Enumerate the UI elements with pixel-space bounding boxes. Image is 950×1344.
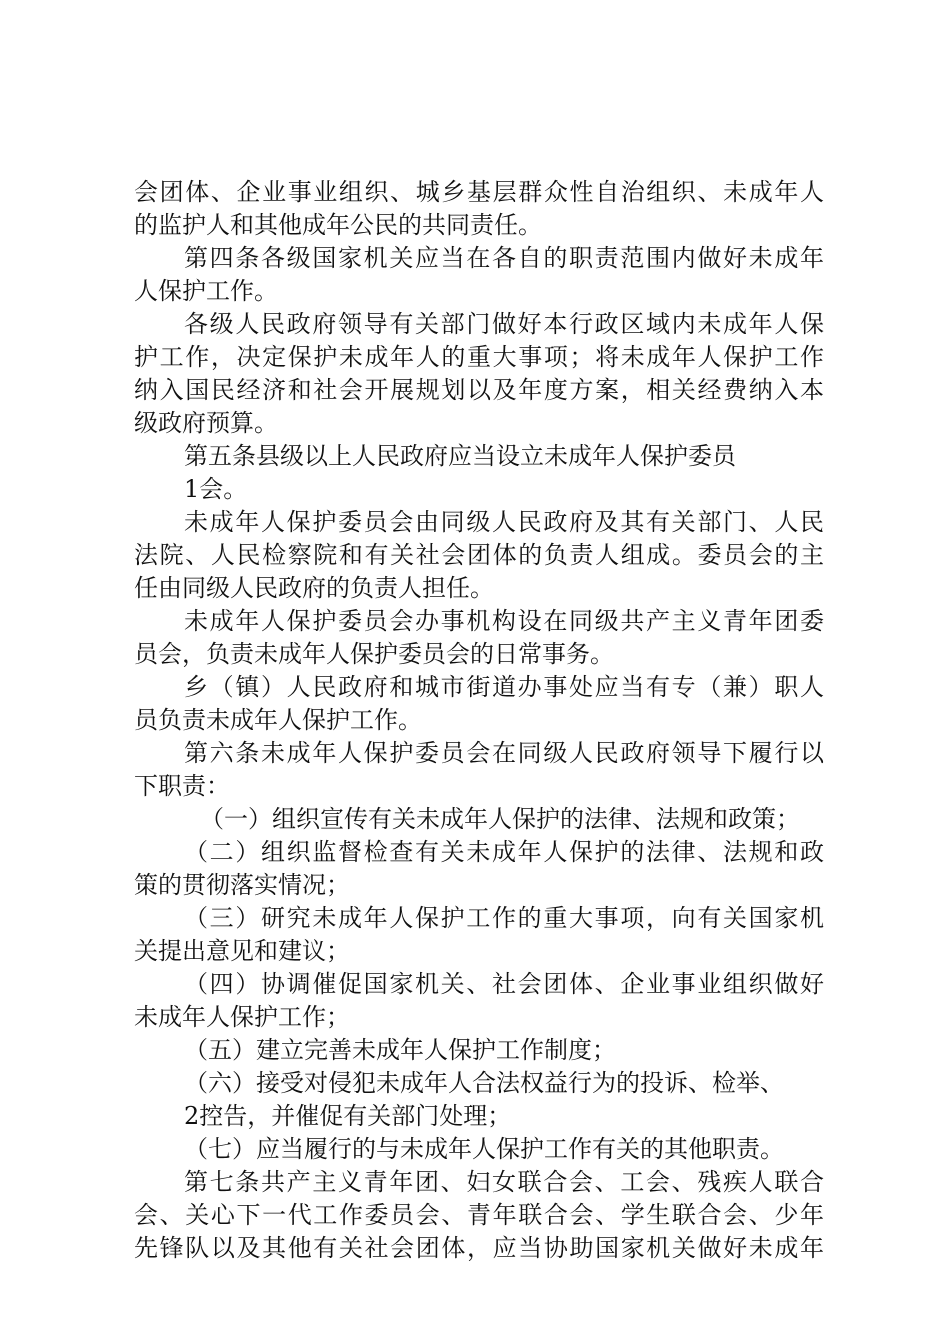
text-line: 第四条各级国家机关应当在各自的职责范围内做好未成年 [184, 244, 824, 272]
text-line: 任由同级人民政府的负责人担任。 [134, 574, 494, 602]
text-line: 的监护人和其他成年公民的共同责任。 [134, 211, 542, 239]
text-line: 关提出意见和建议； [134, 937, 350, 965]
text-line: 乡（镇）人民政府和城市街道办事处应当有专（兼）职人 [184, 673, 824, 701]
text-line: 员会，负责未成年人保护委员会的日常事务。 [134, 640, 614, 668]
text-line: （五）建立完善未成年人保护工作制度； [184, 1036, 616, 1064]
text-line: 2控告，并催促有关部门处理； [184, 1102, 512, 1130]
text-line: 未成年人保护委员会办事机构设在同级共产主义青年团委 [184, 607, 824, 635]
text-line: （六）接受对侵犯未成年人合法权益行为的投诉、检举、 [184, 1069, 784, 1097]
text-line: 纳入国民经济和社会开展规划以及年度方案，相关经费纳入本 [134, 376, 824, 404]
text-line: （一）组织宣传有关未成年人保护的法律、法规和政策； [200, 805, 800, 833]
text-line: （七）应当履行的与未成年人保护工作有关的其他职责。 [184, 1135, 784, 1163]
text-line: （四）协调催促国家机关、社会团体、企业事业组织做好 [184, 970, 824, 998]
text-line: 会团体、企业事业组织、城乡基层群众性自治组织、未成年人 [134, 178, 824, 206]
text-line: 各级人民政府领导有关部门做好本行政区域内未成年人保 [184, 310, 824, 338]
text-line: （三）研究未成年人保护工作的重大事项，向有关国家机 [184, 904, 824, 932]
text-line: 人保护工作。 [134, 277, 278, 305]
text-line: 1会。 [184, 475, 248, 503]
text-line: 员负责未成年人保护工作。 [134, 706, 422, 734]
text-line: 未成年人保护委员会由同级人民政府及其有关部门、人民 [184, 508, 824, 536]
text-line: 护工作，决定保护未成年人的重大事项；将未成年人保护工作 [134, 343, 824, 371]
text-line: 法院、人民检察院和有关社会团体的负责人组成。委员会的主 [134, 541, 824, 569]
text-line: 第六条未成年人保护委员会在同级人民政府领导下履行以 [184, 739, 824, 767]
text-line: 策的贯彻落实情况； [134, 871, 350, 899]
text-line: 先锋队以及其他有关社会团体，应当协助国家机关做好未成年 [134, 1234, 824, 1262]
text-line: 第七条共产主义青年团、妇女联合会、工会、残疾人联合 [184, 1168, 824, 1196]
text-line: 下职责： [134, 772, 230, 800]
document-body [134, 176, 824, 1265]
text-line: 第五条县级以上人民政府应当设立未成年人保护委员 [184, 442, 736, 470]
text-line: （二）组织监督检查有关未成年人保护的法律、法规和政 [184, 838, 824, 866]
text-line: 会、关心下一代工作委员会、青年联合会、学生联合会、少年 [134, 1201, 824, 1229]
text-line: 级政府预算。 [134, 409, 278, 437]
text-line: 未成年人保护工作； [134, 1003, 350, 1031]
